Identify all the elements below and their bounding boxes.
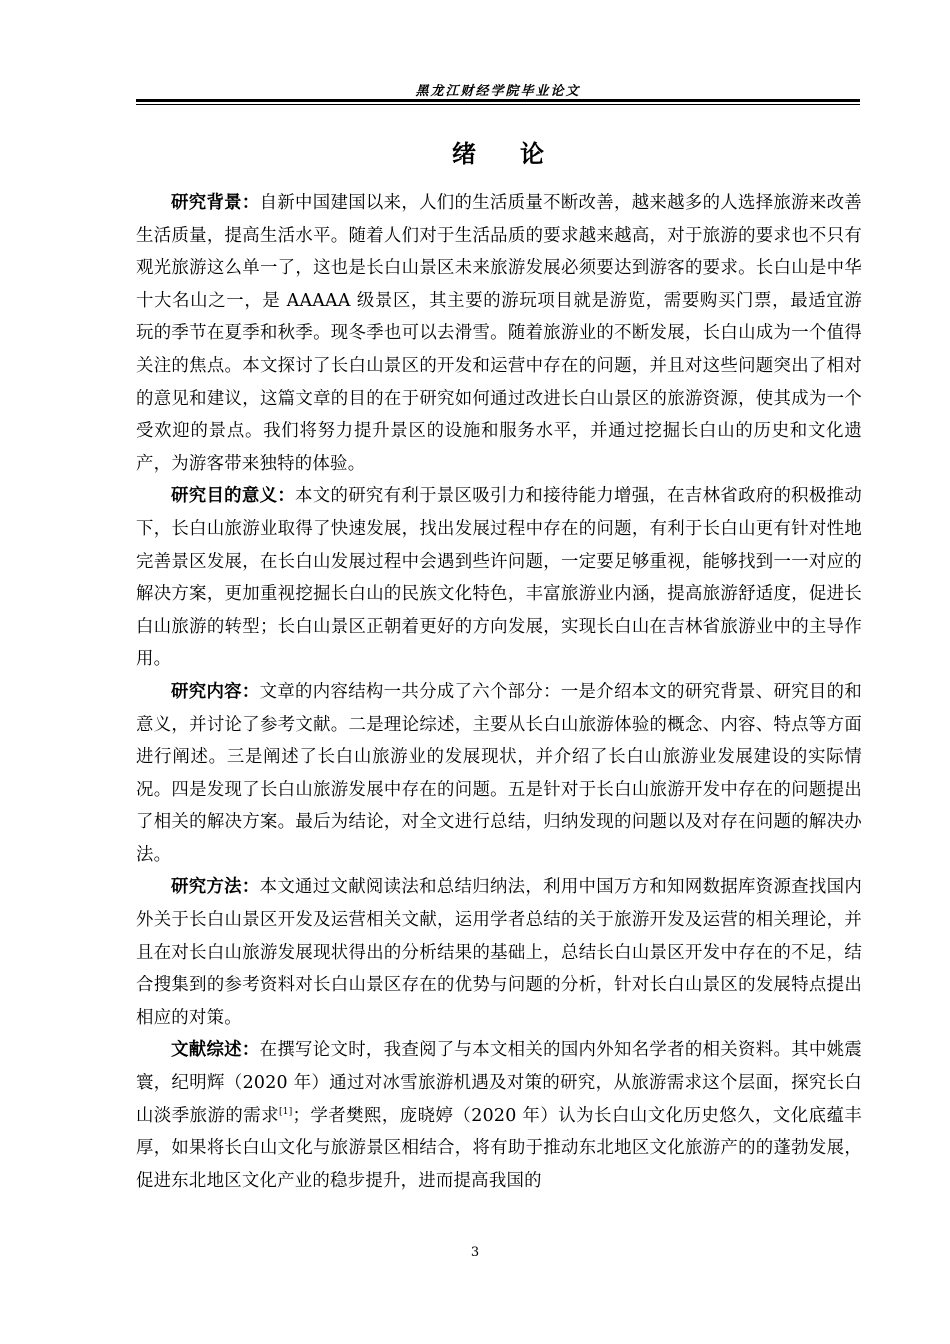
paragraph-background — [136, 187, 862, 480]
paragraph-lead: 研究内容： — [171, 681, 260, 702]
paragraph-lead: 研究背景： — [171, 193, 260, 213]
paragraph-purpose — [136, 480, 862, 676]
paragraph-text-continued: ；学者樊熙，庞晓婷（2020 年）认为长白山文化历史悠久，文化底蕴丰厚，如果将长白山文化与旅游景区相结合，将有助于推动东北地区文化旅游产的的蓬勃发展，促进东北地区文化产业的稳步提升，进而提高我国的 — [136, 1105, 862, 1191]
citation-marker[interactable]: [1] — [279, 1106, 293, 1117]
paragraph-lead: 研究方法： — [171, 877, 260, 898]
paragraph-text: 在撰写论文时，我查阅了与本文相关的国内外知名学者的相关资料。其中姚震寰，纪明辉（2020 年）通过对冰雪旅游机遇及对策的研究，从旅游需求这个层面，探究长白山淡季旅游的需求 — [136, 1040, 862, 1126]
section-title: 绪论 — [452, 139, 588, 168]
header-rule-thick — [136, 99, 860, 102]
paragraph-lead: 文献综述： — [171, 1040, 260, 1061]
paragraph-text: 本文的研究有利于景区吸引力和接待能力增强，在吉林省政府的积极推动下，长白山旅游业取得了快速发展，找出发展过程中存在的问题，有利于长白山更有针对性地完善景区发展，在长白山发展过程中会遇到些许问题，一定要足够重视，能够找到一一对应的解决方案，更加重视挖掘长白山的民族文化特色，丰富旅游业内涵，提高旅游舒适度，促进长白山旅游的转型；长白山景区正朝着更好的方向发展，实现长白山在吉林省旅游业中的主导作用。 — [136, 486, 862, 670]
paragraph-method — [136, 871, 862, 1034]
paragraph-literature — [136, 1034, 862, 1197]
paragraph-content — [136, 676, 862, 872]
paragraph-text: 本文通过文献阅读法和总结归纳法，利用中国万方和知网数据库资源查找国内外关于长白山景区开发及运营相关文献，运用学者总结的关于旅游开发及运营的相关理论，并且在对长白山旅游发展现状得出的分析结果的基础上，总结长白山景区开发中存在的不足，结合搜集到的参考资料对长白山景区存在的优势与问题的分析，针对长白山景区的发展特点提出相应的对策。 — [136, 877, 862, 1028]
running-header: 黑龙江财经学院毕业论文 — [415, 84, 581, 99]
paragraph-text: 文章的内容结构一共分成了六个部分：一是介绍本文的研究背景、研究目的和意义，并讨论了参考文献。二是理论综述，主要从长白山旅游体验的概念、内容、特点等方面进行阐述。三是阐述了长白山旅游业的发展现状，并介绍了长白山旅游业发展建设的实际情况。四是发现了长白山旅游发展中存在的问题。五是针对于长白山旅游开发中存在的问题提出了相关的解决方案。最后为结论，对全文进行总结，归纳发现的问题以及对存在问题的解决办法。 — [136, 681, 862, 865]
body-text — [136, 187, 862, 1197]
header-rule-thin — [136, 104, 860, 105]
paragraph-text: 自新中国建国以来，人们的生活质量不断改善，越来越多的人选择旅游来改善生活质量，提高生活水平。随着人们对于生活品质的要求越来越高，对于旅游的要求也不只有观光旅游这么单一了，这也是长白山景区未来旅游发展必须要达到游客的要求。长白山是中华十大名山之一，是 AAAAA 级景区，其主要的游玩项目就是游览，需要购买门票，最适宜游玩的季节在夏季和秋季。现冬季也可以去滑雪。随着旅游业的不断发展，长白山成为一个值得关注的焦点。本文探讨了长白山景区的开发和运营中存在的问题，并且对这些问题突出了相对的意见和建议，这篇文章的目的在于研究如何通过改进长白山景区的旅游资源，使其成为一个受欢迎的景点。我们将努力提升景区的设施和服务水平，并通过挖掘长白山的历史和文化遗产，为游客带来独特的体验。 — [136, 193, 862, 474]
page-number: 3 — [470, 1245, 480, 1260]
paragraph-lead: 研究目的意义： — [171, 486, 296, 507]
